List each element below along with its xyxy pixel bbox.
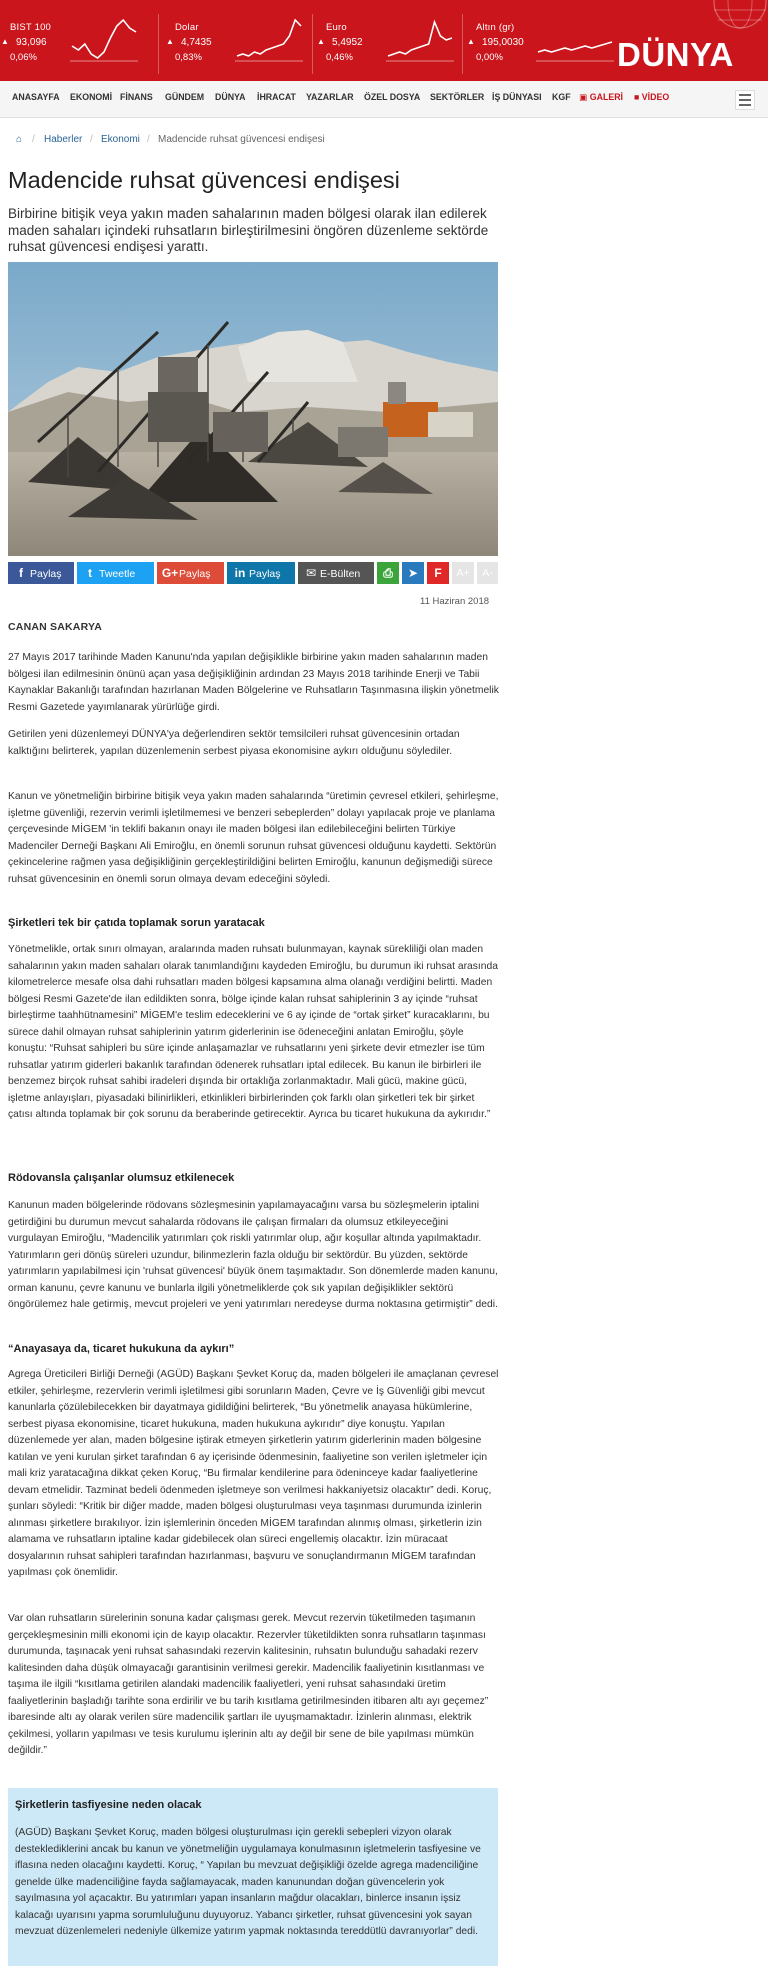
- market-name: BIST 100: [10, 22, 52, 33]
- article-paragraph: Kanun ve yönetmeliğin birbirine bitişik veya yakın maden sahalarında “üretimin çevresel etkileri, şehirleşme, işletme güvenliği, rezervin verimli işletilmemesi ve benzeri sebeplerden” dolayı yapılacak proje ve planlama çerçevesinde MİGEM 'in teklifi bakanın onayı ile maden bölgesi ilan edilebileceğini belirten Türkiye Madenciler Derneği Başkanı Ali Emiroğlu, en önemli sorunun ruhsat güvencesi olduğunu kaydetti. Sektörün çekincelerine rağmen yasa değişikliğinin gerçekleştirildiğini belirten Emiroğlu, kanunun değişmediği sürece ruhsat güvencesinin en önemli sorun olmaya devam edeceğini söyledi.: [8, 791, 499, 885]
- market-ticker-dolar[interactable]: [165, 14, 325, 74]
- market-sparkline: [536, 14, 614, 62]
- flipboard-button[interactable]: [427, 562, 449, 584]
- share-facebook-button[interactable]: [8, 562, 74, 584]
- market-change: 0,00%: [476, 52, 503, 63]
- share-bar: [8, 562, 498, 584]
- info-box: [8, 1788, 498, 1966]
- print-button[interactable]: [377, 562, 399, 584]
- newsletter-label: E-Bülten: [320, 568, 361, 580]
- market-change: 0,46%: [326, 52, 353, 63]
- article-subheading: “Anayasaya da, ticaret hukukuna da aykırı”: [8, 1343, 235, 1355]
- nav-item-ozel-dosya[interactable]: ÖZEL DOSYA: [364, 92, 421, 102]
- print-icon: ⎙: [383, 566, 393, 580]
- article-subheading: Şirketleri tek bir çatıda toplamak sorun yaratacak: [8, 917, 265, 929]
- nav-item-anasayfa[interactable]: ANASAYFA: [12, 92, 60, 102]
- market-value: 4,7435: [181, 37, 212, 48]
- article-paragraph: Kanunun maden bölgelerinde rödovans sözleşmesinin yapılamayacağını varsa bu sözleşmelerin iptalini getirdiğini bu durumun mevcut sahalarda rödovans ile çalışan firmaları da olumsuz etkileyeceğini vurgulayan Emiroğlu, “Madencilik yatırımları çok riskli yatırımlar olup, ağır koşullar altında yapılmaktadır. Yatırımların geri dönüş süreleri uzundur, bilinmezlerin fazla olduğu bir sektördür. Bu yüzden, sektörde yatırımların yapılabilmesi için 'ruhsat güvencesi' büyük önem taşımaktadır. Son dönemlerde maden kanunu, orman kanunu, çevre kanunu ve bunlarla ilgili yönetmeliklerde çok sık yapılan değişiklikler sektörü öngörülemez hale getirmiş, mevcut projeleri ve yeni yatırımları neredeyse durma noktasına getirmiştir” dedi.: [8, 1200, 498, 1310]
- main-nav: [0, 81, 768, 118]
- share-twitter-label: Tweetle: [99, 568, 136, 580]
- telegram-icon: ➤: [407, 566, 419, 580]
- newsletter-button[interactable]: [298, 562, 374, 584]
- gplus-icon: G+: [161, 566, 179, 580]
- article-paragraph: Getirilen yeni düzenlemeyi DÜNYA'ya değerlendiren sektör temsilcileri ruhsat güvencesinin ortadan kalktığını belirterek, yapılan düzenlemenin serbest piyasa ekonomisine aykırı olduğunu söylediler.: [8, 729, 460, 757]
- article-title: Madencide ruhsat güvencesi endişesi: [8, 167, 400, 193]
- market-change: 0,83%: [175, 52, 202, 63]
- market-sparkline: [235, 14, 303, 62]
- article-date: 11 Haziran 2018: [420, 596, 490, 607]
- site-logo[interactable]: DÜNYA: [617, 36, 734, 73]
- breadcrumb-haberler[interactable]: Haberler: [44, 134, 83, 145]
- nav-item-yazarlar[interactable]: YAZARLAR: [306, 92, 354, 102]
- breadcrumb-ekonomi[interactable]: Ekonomi: [101, 134, 140, 145]
- market-change: 0,06%: [10, 52, 37, 63]
- linkedin-icon: in: [234, 566, 246, 580]
- font-decrease-button[interactable]: A-: [477, 562, 498, 584]
- sparkline-path: [72, 20, 136, 58]
- market-header: [0, 0, 768, 81]
- market-divider: [158, 14, 159, 74]
- nav-item-dunya[interactable]: DÜNYA: [215, 92, 246, 102]
- font-increase-button[interactable]: A+: [452, 562, 474, 584]
- nav-item-finans[interactable]: FİNANS: [120, 92, 153, 102]
- nav-item-is-dunyasi[interactable]: İŞ DÜNYASI: [492, 92, 542, 102]
- article-photo-mining-plant: [8, 262, 498, 556]
- market-value: 195,0030: [482, 37, 524, 48]
- home-icon[interactable]: ⌂: [16, 134, 23, 145]
- twitter-icon: t: [88, 566, 92, 580]
- share-gplus-label: Paylaş: [179, 568, 211, 580]
- article-paragraph: Var olan ruhsatların sürelerinin sonuna kadar çalışması gerek. Mevcut rezervin tüketilmeden taşımanın gerçekleşmesinin milli ekonomi için de kayıp olacaktır. Rezervler tüketildikten sonra ruhsatların taşınması durumunda, taşınacak yeni ruhsat sahasındaki rezervin kalitesinin, ruhsatın bulunduğu sahadaki rezerv kalitesinden daha düşük olmayacağı garantisinin verilmesi gerekir. Madencilik faaliyetinin kısıtlanması ve taşıma ile ilgili “kısıtlama getirilen alandaki madencilik faaliyetleri, yeni ruhsat sahasındaki üretim faaliyetlerinin başladığı tarihte sona erdirilir ve bu tarih kısıtlama getirilmesinden itibaren altı ayı geçemez” ibaresinde altı ay olarak verilen süre madencilik şartları ile uyuşmamaktadır. İzinlerin alınması, elektrik çekilmesi, yolların yapılması ve tesis kurulumu işlerinin altı ay değil bir sene de bile yapılması mümkün değildir.”: [8, 1613, 489, 1756]
- up-arrow-icon: ▲: [467, 37, 475, 46]
- info-box-text: (AGÜD) Başkanı Şevket Koruç, maden bölgesi oluşturulması için gerekli sebepleri vizyon olarak desteklediklerini ancak bu kanun ve yönetmeliğin uygulamaya konulmasının işletmelerin tasfiyesine ve iflasına neden olacağını kaydetti. Koruç, “ Yapılan bu mevzuat değişikliği özelde agrega madenciliğine genelde ülke madenciliğine fayda sağlamayacak, maden kanunundan doğan güvencelerin yok sayılmasına yol açacaktır. Bu yatırımları yapan insanların mağdur olacakları, binlerce insanın işsiz kalacağı uyarısını yapma sorumluluğunu duyuyoruz. Yabancı şirketler, ruhsat güvencesini yok sayan mevzuat düzenlemeleri nedeniyle ülkemize yatırım yapmak noktasında tereddütlü davranıyorlar” dedi.: [15, 1827, 481, 1937]
- up-arrow-icon: ▲: [1, 37, 9, 46]
- share-linkedin-label: Paylaş: [249, 568, 281, 580]
- sparkline-path: [538, 42, 612, 52]
- market-sparkline: [70, 14, 138, 62]
- up-arrow-icon: ▲: [317, 37, 325, 46]
- market-value: 5,4952: [332, 37, 363, 48]
- article-author: CANAN SAKARYA: [8, 621, 102, 633]
- nav-item-video[interactable]: [634, 92, 669, 102]
- globe-icon: [688, 0, 768, 30]
- share-twitter-button[interactable]: [77, 562, 154, 584]
- article-paragraph: 27 Mayıs 2017 tarihinde Maden Kanunu'nda yapılan değişiklikle birbirine yakın maden sahalarının maden bölgesi ilan edilmesinin önünü açan yasa değişikliğinin ardından 23 Mayıs 2018 tarihinde Enerji ve Tabii Kaynaklar Bakanlığı tarafından hazırlanan Maden Bölgelerine ve Ruhsatların Taşınmasına ilişkin yönetmelik Resmi Gazetede yayımlanarak yürürlüğe girdi.: [8, 652, 499, 713]
- sparkline-path: [237, 20, 301, 56]
- breadcrumb-separator: /: [147, 134, 150, 145]
- article-paragraph: Agrega Üreticileri Birliği Derneği (AGÜD) Başkanı Şevket Koruç da, maden bölgeleri ile amaçlanan çevresel etkiler, şehirleşme, rezervlerin verimli işletilmesi gibi sorunların Maden, Çevre ve İş Güvenliği gibi mevcut kanunlarla çözülebilecekken bir dayatmaya gidildiğini belirterek, “Bu yönetmelik anayasa hükümlerine, serbest piyasa ekonomisine, ticaret hukukuna, maden hukukuna aykırıdır” diye konuştu. Yapılan düzenlemede yer alan, maden bölgesine iştirak etmeyen şirketlerin yatırım giderlerinin maden bölgesine katılan ve yeni kurulan şirket tarafından 6 ay içerisinde ödenmesinin, faaliyetine son verilen işletmeler için mali kriz yaratacağına dikkat çeken Koruç, “Bu firmalar kendilerine para ödeninceye kadar faaliyetlerine devam etmelidir. Tazminat bedeli ödenmeden işletmeye son verilmesi hakkaniyetsiz olacaktır” dedi. Koruç, şunları söyledi: “Kritik bir diğer madde, maden bölgesi oluşturulması veya taşınması durumunda izinlerin alınması şirketlere bırakılıyor. İzin işlemlerinin önceden MİGEM tarafından alınmış olması, şirketlerin izin alamama ve ruhsatların iptaline kadar gidebilecek olan süreci engellemiş olacaktır. İzin müracaat dosyalarının ruhsat sahipleri tarafından hazırlanması, başvuru ve sonuçlandırmanın MİGEM tarafından yapılması çok önemlidir.: [8, 1369, 499, 1578]
- nav-item-galeri[interactable]: [579, 92, 623, 103]
- info-box-heading: Şirketlerin tasfiyesine neden olacak: [15, 1799, 202, 1811]
- facebook-icon: f: [19, 566, 23, 580]
- video-icon: ■: [634, 92, 640, 102]
- market-name: Altın (gr): [476, 22, 515, 33]
- nav-galeri-label: GALERİ: [589, 92, 623, 102]
- market-name: Dolar: [175, 22, 199, 33]
- breadcrumb-separator: /: [32, 134, 35, 145]
- breadcrumb-current: Madencide ruhsat güvencesi endişesi: [158, 134, 325, 145]
- nav-item-gundem[interactable]: GÜNDEM: [165, 92, 205, 102]
- article-subheading: Rödovansla çalışanlar olumsuz etkilenecek: [8, 1172, 235, 1184]
- share-gplus-button[interactable]: [157, 562, 224, 584]
- market-ticker-bist[interactable]: [0, 14, 160, 74]
- flipboard-icon: F: [434, 566, 442, 580]
- menu-icon[interactable]: [735, 90, 755, 110]
- market-name: Euro: [326, 22, 347, 33]
- market-ticker-euro[interactable]: [316, 14, 476, 74]
- sparkline-path: [388, 22, 452, 56]
- market-value: 93,096: [16, 37, 47, 48]
- market-divider: [312, 14, 313, 74]
- mail-icon: ✉: [305, 566, 317, 580]
- nav-item-ihracat[interactable]: İHRACAT: [257, 92, 296, 102]
- nav-item-sektorler[interactable]: SEKTÖRLER: [430, 92, 485, 102]
- article-paragraph: Yönetmelikle, ortak sınırı olmayan, aralarında maden ruhsatı bulunmayan, kaynak sürekliliği olan maden sahalarının yakın maden sahaları olarak tanımlandığını kaydeden Emiroğlu, bu durumun iki ruhsat arasında kilometrelerce mesafe olsa dahi ruhsatları maden bölgesi kapsamına alma olanağı verdiğini belirtti. Maden bölgesi Resmi Gazete'de ilan edildikten sonra, bölge içinde kalan ruhsat sahiplerinin 3 ay içinde “ruhsat birleştirme taahhütnamesini” MİGEM'e teslim edeceklerini ve 6 ay içinde de “ortak şirket” kuracaklarını, bu sürece dahil olmayan ruhsat sahiplerinin yatırım giderlerinin ise ödeneceğini anlatan Emiroğlu, şöyle konuştu: “Ruhsat sahipleri bu süre içinde anlaşamazlar ve ruhsatlarını yeni şirkete devir etmezler ise tüm ruhsatlar yatırım giderleri bakanlık tarafından ödenerek ruhsatları iptal edilecek. Bu kanun ile birbirleri ile benzemez birçok ruhsat sahibi iradeleri dışında bir ortaklığa zorlanmaktadır. Mali gücü, makine gücü, işletme anlayışları, piyasadaki bilinirlikleri, etkinlikleri birbirlerinden çok farklı olan şirketleri tek bir şirket çatısı altında toplamak bir çok sorunu da beraberinde getirecektir. Ayrıca bu ticaret hukukuna da aykırıdır.”: [8, 944, 498, 1120]
- nav-video-label: VİDEO: [641, 92, 670, 102]
- camera-icon: ▣: [579, 92, 588, 102]
- nav-item-kgf[interactable]: KGF: [552, 92, 571, 102]
- nav-item-ekonomi[interactable]: EKONOMİ: [70, 92, 113, 102]
- telegram-button[interactable]: [402, 562, 424, 584]
- up-arrow-icon: ▲: [166, 37, 174, 46]
- article-lead: Birbirine bitişik veya yakın maden sahalarının maden bölgesi olarak ilan edilerek maden sahaları içindeki ruhsatların birleştirilmesini öngören düzenleme sektörde ruhsat güvencesi endişesi yarattı.: [8, 206, 489, 254]
- share-facebook-label: Paylaş: [30, 568, 62, 580]
- breadcrumb: [0, 129, 768, 153]
- breadcrumb-separator: /: [90, 134, 93, 145]
- market-divider: [462, 14, 463, 74]
- market-ticker-altin[interactable]: [466, 14, 616, 74]
- share-linkedin-button[interactable]: [227, 562, 295, 584]
- market-sparkline: [386, 14, 454, 62]
